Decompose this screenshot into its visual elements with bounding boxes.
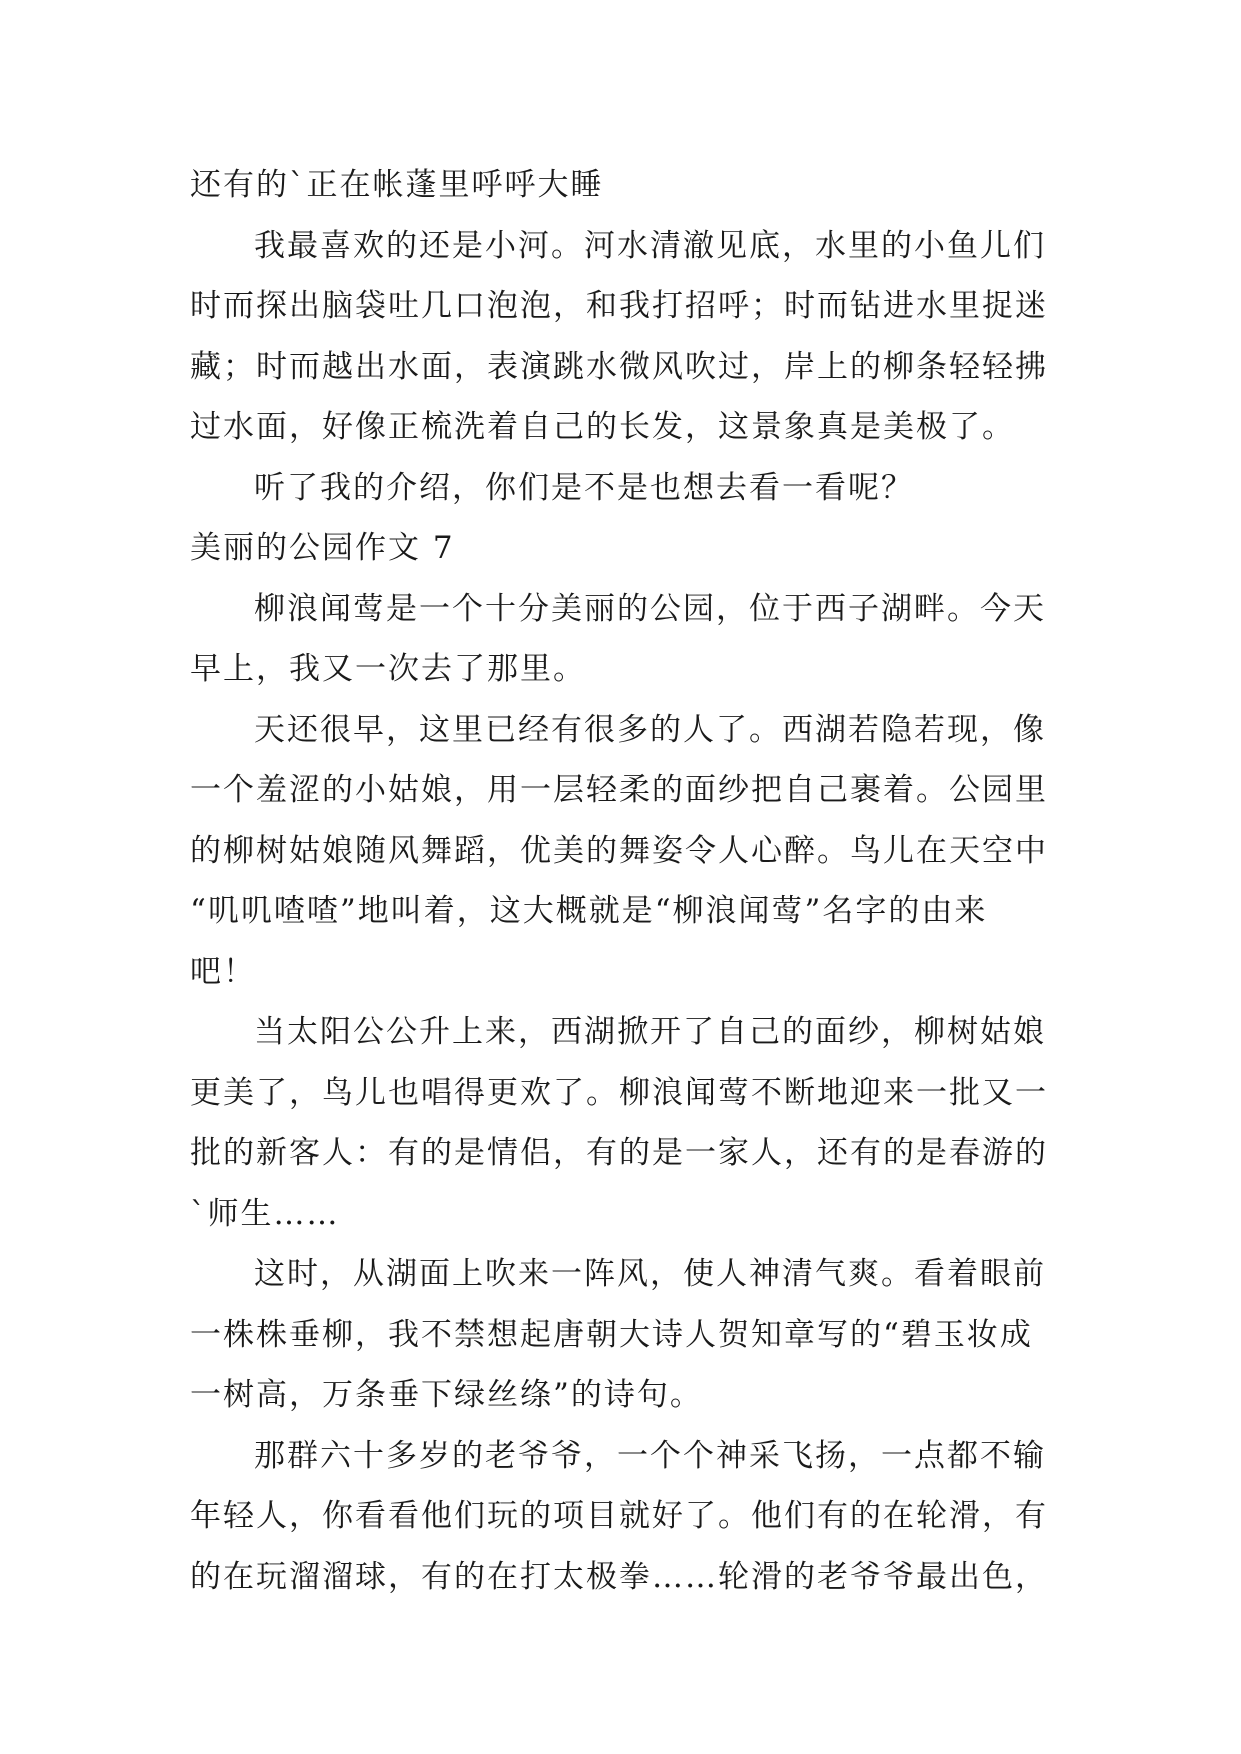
text-line: 一株株垂柳，我不禁想起唐朝大诗人贺知章写的“碧玉妆成 [190,1316,1033,1353]
text-line: 时而探出脑袋吐几口泡泡，和我打招呼；时而钻进水里捉迷 [190,288,1048,324]
text-line: 的柳树姑娘随风舞蹈，优美的舞姿令人心醉。鸟儿在天空中 [190,832,1048,869]
text-line: 吧！ [190,953,256,990]
text-line: 那群六十多岁的老爷爷，一个个神采飞扬，一点都不输 [254,1437,1046,1474]
text-line: 一树高，万条垂下绿丝绦”的诗句。 [190,1377,703,1413]
text-line: 批的新客人：有的是情侣，有的是一家人，还有的是春游的 [190,1135,1048,1171]
text-line: 柳浪闻莺是一个十分美丽的公园，位于西子湖畔。今天 [254,590,1046,627]
section-heading: 美丽的公园作文 7 [190,530,455,566]
text-line: 更美了，鸟儿也唱得更欢了。柳浪闻莺不断地迎来一批又一 [190,1074,1048,1111]
text-line: 一个羞涩的小姑娘，用一层轻柔的面纱把自己裹着。公园里 [190,772,1048,808]
text-line: 藏；时而越出水面，表演跳水微风吹过，岸上的柳条轻轻拂 [190,348,1048,385]
text-line: 我最喜欢的还是小河。河水清澈见底，水里的小鱼儿们 [254,227,1046,264]
text-line: `师生…… [190,1195,340,1232]
text-line: 早上，我又一次去了那里。 [190,651,586,687]
text-line: 听了我的介绍，你们是不是也想去看一看呢？ [254,469,914,506]
text-line: 的在玩溜溜球，有的在打太极拳……轮滑的老爷爷最出色， [190,1558,1048,1595]
text-line: 当太阳公公升上来，西湖掀开了自己的面纱，柳树姑娘 [254,1014,1046,1050]
text-line: 过水面，好像正梳洗着自己的长发，这景象真是美极了。 [190,409,1015,445]
document-body [190,155,1060,1607]
text-line: 天还很早，这里已经有很多的人了。西湖若隐若现，像 [254,711,1046,748]
text-line: “叽叽喳喳”地叫着，这大概就是“柳浪闻莺”名字的由来 [190,893,988,929]
text-line: 年轻人，你看看他们玩的项目就好了。他们有的在轮滑，有 [190,1498,1048,1534]
text-line: 这时，从湖面上吹来一阵风，使人神清气爽。看着眼前 [254,1256,1046,1292]
text-line: 还有的`正在帐蓬里呼呼大睡 [190,167,604,203]
